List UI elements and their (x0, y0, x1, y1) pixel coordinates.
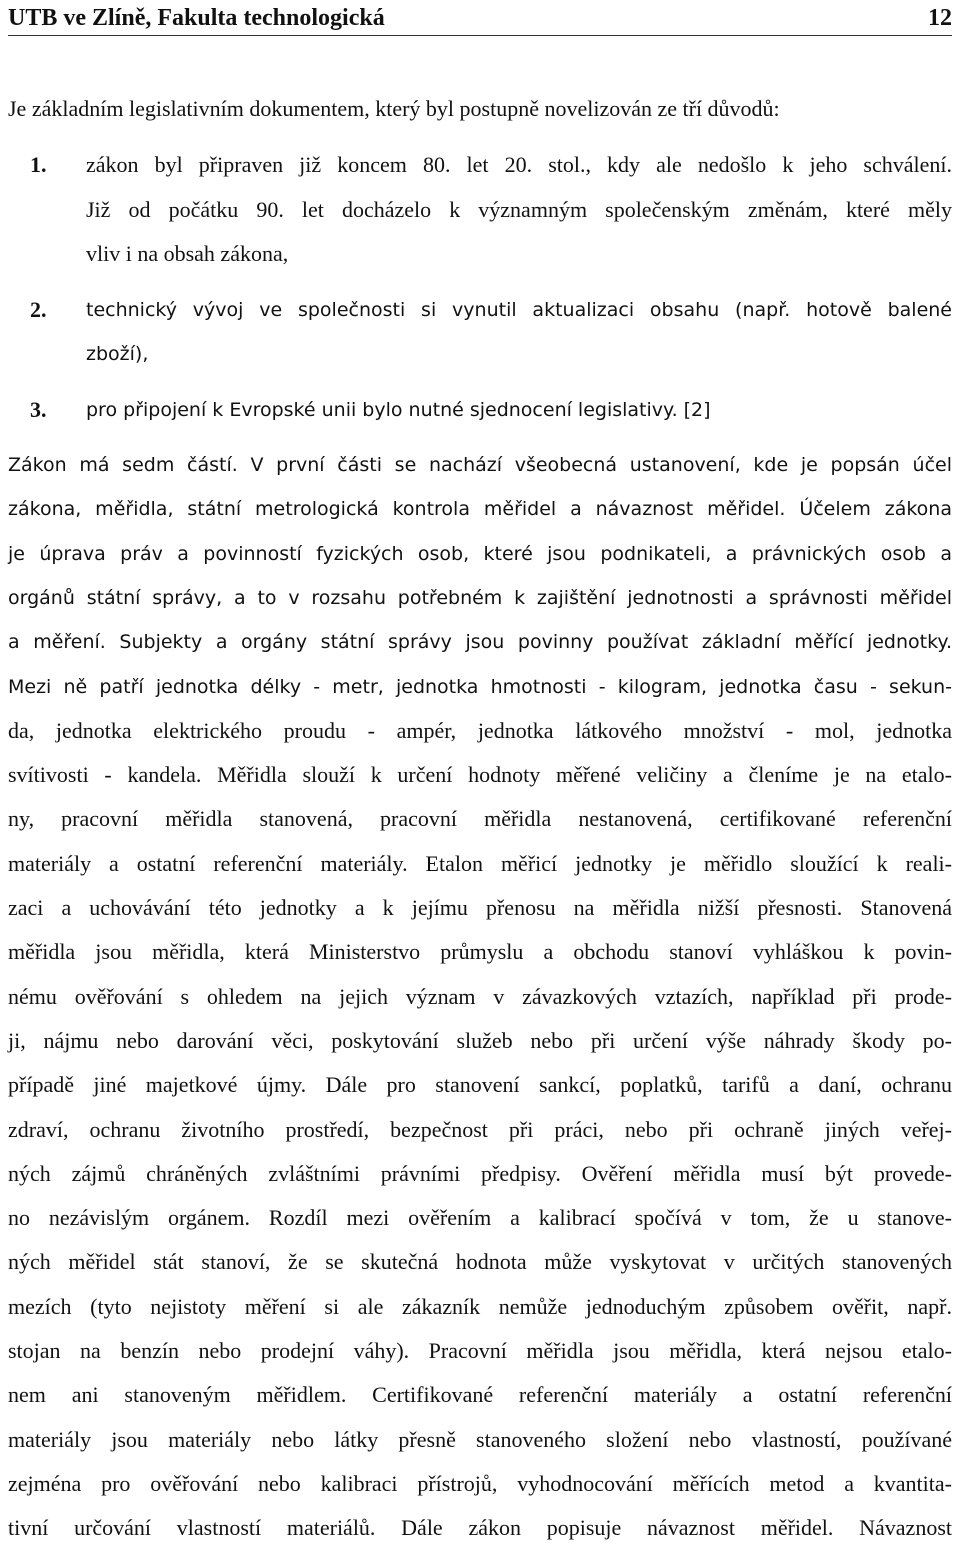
paragraph-line: měřidla jsou měřidla, která Ministerstvo průmyslu a obchodu stanoví vyhláškou k povin- (8, 939, 952, 964)
list-item-line: Již od počátku 90. let docházelo k významným společenským změnám, které měly (86, 197, 952, 222)
paragraph-line: no nezávislým orgánem. Rozdíl mezi ověřením a kalibrací spočívá v tom, že u stanove- (8, 1205, 952, 1230)
paragraph-line: orgánů státní správy, a to v rozsahu potřebném k zajištění jednotnosti a správnosti měřidel (8, 587, 952, 609)
paragraph-line: tivní určování vlastností materiálů. Dále zákon popisuje návaznost měřidel. Návaznost (8, 1515, 952, 1540)
paragraph-line: zaci a uchovávání této jednotky a k jejímu přenosu na měřidla nižší přesnosti. Stanovená (8, 895, 952, 920)
paragraph-line: ných měřidel stát stanoví, že se skutečná hodnota může vyskytovat v určitých stanovených (8, 1249, 952, 1274)
paragraph-line: Zákon má sedm částí. V první části se nachází všeobecná ustanovení, kde je popsán účel (8, 454, 952, 476)
paragraph-line: zdraví, ochranu životního prostředí, bezpečnost při práci, nebo při ochraně jiných veřej- (8, 1117, 952, 1142)
paragraph-line: nem ani stanoveným měřidlem. Certifikované referenční materiály a ostatní referenční (8, 1382, 952, 1407)
paragraph-line: da, jednotka elektrického proudu - ampér, jednotka látkového množství - mol, jednotka (8, 718, 952, 743)
list-item-line: vliv i na obsah zákona, (86, 241, 289, 266)
header-page-number: 12 (928, 5, 952, 31)
list-item-line: technický vývoj ve společnosti si vynutil aktualizaci obsahu (např. hotově balené (86, 299, 952, 321)
paragraph-line: ny, pracovní měřidla stanovená, pracovní měřidla nestanovená, certifikované referenční (8, 806, 952, 831)
paragraph-line: svítivosti - kandela. Měřidla slouží k určení hodnoty měřené veličiny a členíme je na etalo- (8, 762, 952, 787)
paragraph-line: ji, nájmu nebo darování věci, poskytování služeb nebo při určení výše náhrady škody po- (8, 1028, 952, 1053)
list-item-line: zboží), (86, 343, 149, 365)
paragraph-line: je úprava práv a povinností fyzických osob, které jsou podnikateli, a právnických osob a (8, 543, 952, 565)
paragraph-line: zákona, měřidla, státní metrologická kontrola měřidel a návaznost měřidel. Účelem zákona (8, 498, 952, 520)
page-header (8, 0, 952, 30)
paragraph-line: materiály jsou materiály nebo látky přesně stanoveného složení nebo vlastností, používané (8, 1427, 952, 1452)
paragraph-line: nému ověřování s ohledem na jejich význam v závazkových vztazích, například při prode- (8, 984, 952, 1009)
paragraph-line: a měření. Subjekty a orgány státní správy jsou povinny používat základní měřící jednotky. (8, 631, 952, 653)
header-rule (8, 35, 952, 36)
paragraph-line: materiály a ostatní referenční materiály. Etalon měřicí jednotky je měřidlo sloužící k reali- (8, 851, 952, 876)
list-item-line: zákon byl připraven již koncem 80. let 20. stol., kdy ale nedošlo k jeho schválení. (86, 152, 952, 177)
paragraph-line: Mezi ně patří jednotka délky - metr, jednotka hmotnosti - kilogram, jednotka času - sekun- (8, 676, 952, 698)
header-institution: UTB ve Zlíně, Fakulta technologická (8, 5, 385, 31)
paragraph-line: stojan na benzín nebo prodejní váhy). Pracovní měřidla jsou měřidla, která nejsou etalo- (8, 1338, 952, 1363)
list-item-line: pro připojení k Evropské unii bylo nutné sjednocení legislativy. [2] (86, 399, 711, 421)
paragraph-line: ných zájmů chráněných zvláštními právními předpisy. Ověření měřidla musí být provede- (8, 1161, 952, 1186)
intro-line: Je základním legislativním dokumentem, který byl postupně novelizován ze tří důvodů: (8, 96, 780, 121)
paragraph-line: mezích (tyto nejistoty měření si ale zákazník nemůže jednoduchým způsobem ověřit, např. (8, 1294, 952, 1319)
list-number: 1. (30, 152, 47, 177)
list-number: 3. (30, 397, 47, 422)
list-number: 2. (30, 297, 47, 322)
paragraph-line: zejména pro ověřování nebo kalibraci přístrojů, vyhodnocování měřících metod a kvantita- (8, 1471, 952, 1496)
paragraph-line: případě jiné majetkové újmy. Dále pro stanovení sankcí, poplatků, tarifů a daní, ochranu (8, 1072, 952, 1097)
